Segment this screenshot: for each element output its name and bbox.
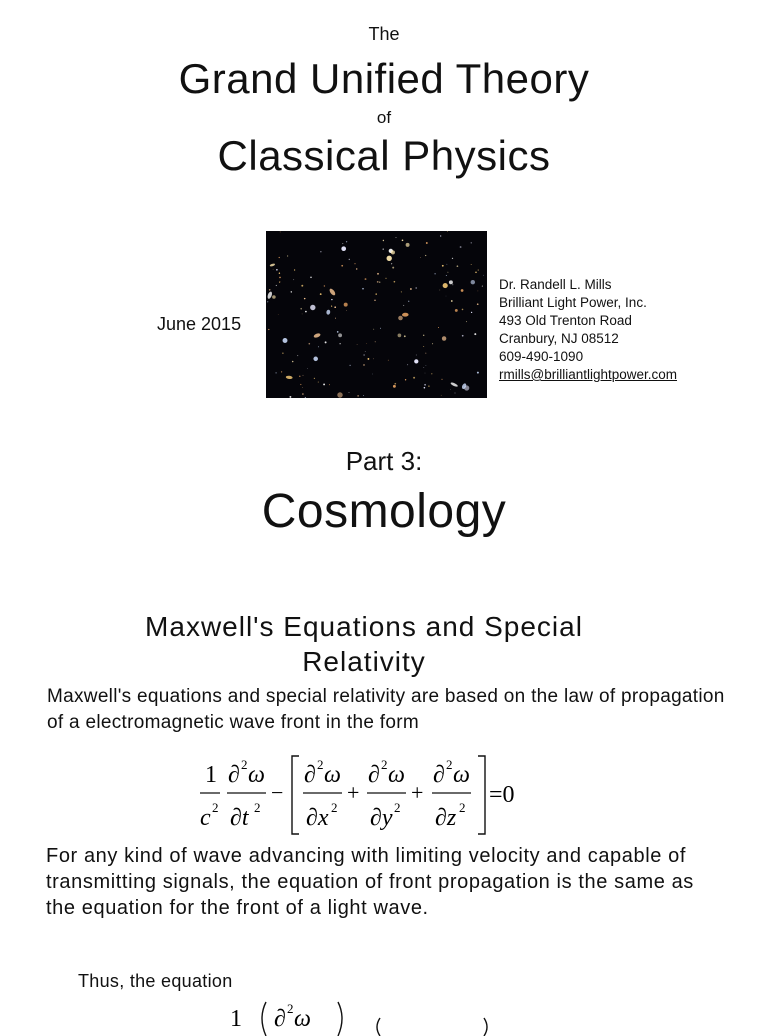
eq-omega-t: ω [248, 762, 265, 788]
star [447, 231, 448, 232]
galaxy [449, 280, 453, 284]
star [341, 246, 346, 251]
eq-partial-top-y: ∂ [368, 762, 380, 788]
galaxy [402, 313, 409, 317]
star [434, 273, 435, 274]
star [325, 341, 327, 343]
star [379, 282, 380, 283]
star [414, 359, 418, 363]
title-line-2: Classical Physics [217, 132, 551, 179]
star [451, 300, 453, 302]
eq-dt: ∂t [230, 805, 249, 831]
star [410, 288, 412, 290]
eq-dx-exp: 2 [331, 800, 338, 815]
star [302, 314, 303, 315]
eq2-omega: ω [294, 1006, 311, 1032]
star [356, 268, 357, 269]
star [318, 382, 319, 383]
star [442, 265, 444, 267]
star [294, 269, 295, 270]
star [320, 293, 322, 295]
galaxy [450, 382, 458, 388]
star [447, 272, 448, 273]
eq-dy: ∂y [370, 805, 393, 831]
star [329, 384, 330, 385]
star [398, 334, 402, 338]
star [471, 312, 472, 313]
star [300, 308, 302, 310]
star [310, 276, 312, 278]
star [394, 383, 396, 385]
eq-partial-exp-t: 2 [241, 757, 248, 772]
eq-omega-z: ω [453, 762, 470, 788]
star [471, 264, 472, 265]
star [404, 335, 406, 337]
galaxy [326, 309, 331, 315]
star [318, 346, 319, 347]
star [385, 278, 386, 279]
star [439, 290, 440, 291]
star [324, 285, 325, 286]
star [373, 358, 374, 359]
star [269, 289, 271, 291]
eq-c-exp: 2 [212, 800, 219, 815]
part-label: Part 3: [345, 446, 423, 476]
star [372, 374, 373, 375]
star [440, 235, 441, 236]
star [302, 393, 304, 395]
star [393, 385, 396, 388]
star [365, 351, 366, 352]
star [441, 379, 442, 380]
paragraph-signals: For any kind of wave advancing with limiting velocity and capable of transmitting signals, the equation of front propagation is the same as the equation for the front of a light wave. [46, 845, 694, 919]
star [425, 373, 426, 374]
star [363, 364, 364, 365]
star [441, 395, 442, 396]
eq-partial-exp-y: 2 [381, 757, 388, 772]
paragraph-thus: Thus, the equation [78, 971, 233, 991]
star [299, 376, 300, 377]
star [406, 243, 410, 247]
star [309, 343, 311, 345]
star [403, 305, 404, 306]
star [442, 336, 446, 340]
star [461, 289, 464, 292]
galaxy [269, 263, 275, 267]
eq-plus-1: + [347, 780, 360, 805]
star [474, 333, 476, 335]
star [420, 257, 421, 258]
star [478, 291, 479, 292]
eq-dt-exp: 2 [254, 800, 261, 815]
eq-partial-top-z: ∂ [433, 762, 445, 788]
starfield-graphic [266, 231, 487, 398]
star [344, 303, 348, 307]
star [401, 291, 402, 292]
star [276, 269, 278, 271]
section-heading: Maxwell's Equations and Special Relativity [145, 611, 583, 677]
author-phone: 609-490-1090 [499, 349, 584, 364]
star [280, 231, 281, 232]
star [375, 293, 376, 294]
star [275, 372, 276, 373]
star [475, 271, 477, 273]
star [402, 239, 404, 241]
part-title: Cosmology [261, 485, 507, 538]
author-block [499, 276, 677, 384]
star [363, 354, 364, 355]
star [377, 273, 379, 275]
star [413, 377, 415, 379]
star [392, 267, 394, 269]
eq2-one: 1 [230, 1006, 242, 1032]
deep-field-image [266, 231, 487, 398]
star [338, 333, 342, 337]
star [424, 387, 426, 389]
author-street: 493 Old Trenton Road [499, 313, 632, 328]
star [342, 243, 343, 244]
title-line-1: Grand Unified Theory [178, 55, 590, 102]
publication-date: June 2015 [157, 314, 242, 334]
star [278, 314, 279, 315]
star [387, 256, 392, 261]
eq-omega-y: ω [388, 762, 405, 788]
star [446, 275, 447, 276]
star [341, 265, 343, 267]
star [425, 353, 426, 354]
star [346, 310, 347, 311]
eq-dz: ∂z [435, 805, 457, 831]
star [482, 286, 483, 287]
star [272, 295, 276, 299]
star [331, 299, 332, 300]
star [432, 343, 433, 344]
star [334, 306, 336, 308]
star [477, 303, 479, 305]
star [457, 265, 459, 267]
author-name: Dr. Randell L. Mills [499, 277, 612, 292]
star [337, 392, 342, 397]
author-company: Brilliant Light Power, Inc. [499, 295, 647, 310]
star [446, 296, 447, 297]
star [383, 240, 384, 241]
star [279, 277, 281, 279]
galaxy [313, 333, 321, 339]
star [443, 283, 448, 288]
star [416, 355, 417, 356]
star [331, 306, 332, 307]
star [292, 361, 294, 363]
author-city: Cranbury, NJ 08512 [499, 331, 619, 346]
star [346, 241, 347, 242]
star [355, 263, 356, 264]
star [383, 249, 384, 250]
star [304, 298, 305, 299]
star [426, 365, 427, 366]
star [423, 335, 424, 336]
star [447, 264, 448, 265]
star [423, 346, 424, 347]
star [471, 280, 475, 284]
star [276, 285, 277, 286]
star [268, 329, 269, 330]
cover-of: of [376, 108, 392, 127]
star [415, 287, 417, 289]
eq-one: 1 [205, 762, 217, 788]
star [291, 291, 292, 292]
cover-the: The [368, 24, 400, 44]
star [450, 389, 451, 390]
star [363, 395, 364, 396]
star [273, 269, 274, 270]
star [391, 263, 392, 264]
wave-front-equation [196, 752, 536, 838]
star [281, 371, 282, 372]
eq2-partial-exp: 2 [287, 1001, 294, 1016]
star [313, 357, 318, 362]
eq-equals-zero: =0 [489, 782, 515, 808]
star [466, 321, 467, 322]
star [302, 387, 303, 388]
star [423, 367, 424, 368]
star [424, 384, 426, 386]
star [374, 299, 376, 301]
star [320, 251, 321, 252]
star [478, 270, 479, 271]
star [349, 392, 350, 393]
star [357, 395, 358, 396]
star [375, 341, 376, 342]
star [462, 335, 464, 337]
eq-omega-x: ω [324, 762, 341, 788]
star [310, 305, 315, 310]
star [391, 250, 395, 254]
eq-partial-exp-x: 2 [317, 757, 324, 772]
star [366, 343, 367, 344]
star [388, 360, 389, 361]
star [407, 364, 408, 365]
star [452, 284, 453, 285]
eq-dy-exp: 2 [394, 800, 401, 815]
star [428, 385, 430, 387]
star [283, 338, 288, 343]
eq2-partial: ∂ [274, 1006, 286, 1032]
eq-partial-top-x: ∂ [304, 762, 316, 788]
paragraph-intro: Maxwell's equations and special relativity are based on the law of propagation of a electromagnetic wave front in the form [47, 686, 725, 733]
star [396, 237, 397, 238]
star [425, 255, 426, 256]
eq-partial-top-t: ∂ [228, 762, 240, 788]
star [303, 375, 304, 376]
galaxy [267, 291, 273, 299]
star [431, 373, 432, 374]
star [483, 275, 484, 276]
star [279, 282, 280, 283]
star [349, 259, 350, 260]
author-email-link[interactable]: rmills@brilliantlightpower.com [499, 367, 678, 382]
star [380, 328, 381, 329]
eq-minus: − [271, 780, 284, 805]
eq-plus-2: + [411, 780, 424, 805]
star [367, 358, 369, 360]
star [340, 343, 341, 344]
galaxy [286, 375, 293, 379]
star [282, 352, 283, 353]
eq-dz-exp: 2 [459, 800, 466, 815]
star [337, 331, 339, 333]
star [408, 301, 409, 302]
star [267, 301, 268, 302]
star [365, 278, 367, 280]
star [323, 383, 325, 385]
star [300, 384, 301, 385]
star [305, 311, 307, 313]
star [335, 318, 336, 319]
eq-c: c [200, 805, 211, 831]
star [394, 281, 396, 283]
star [297, 355, 298, 356]
star [307, 368, 308, 369]
star [289, 396, 291, 398]
star [362, 288, 364, 290]
star [455, 309, 458, 312]
star [452, 258, 453, 259]
star [405, 379, 406, 380]
star [287, 255, 288, 256]
star [460, 246, 462, 248]
star [462, 309, 464, 311]
star [373, 329, 374, 330]
star [293, 279, 294, 280]
star [279, 273, 280, 274]
star [398, 316, 403, 321]
star [438, 327, 439, 328]
star [426, 242, 428, 244]
star [314, 378, 315, 379]
star [455, 393, 456, 394]
star [301, 285, 303, 287]
eq-dx: ∂x [306, 805, 329, 831]
eq-partial-exp-z: 2 [446, 757, 453, 772]
star [305, 397, 306, 398]
star [377, 281, 379, 283]
galaxy [328, 288, 336, 297]
second-equation-partial [218, 996, 558, 1036]
star [471, 242, 472, 243]
star [357, 344, 358, 345]
star [279, 257, 280, 258]
star [477, 372, 479, 374]
star [349, 365, 350, 366]
